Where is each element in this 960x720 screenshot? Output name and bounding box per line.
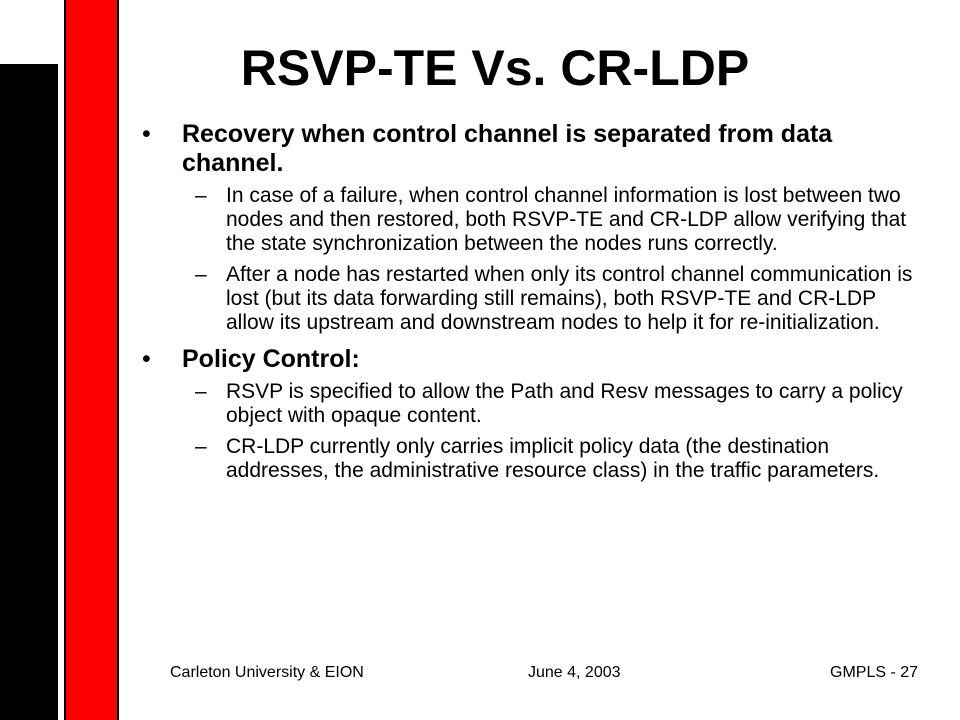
sub-bullet-text: In case of a failure, when control channel information is lost between two nodes and then restored, both RSVP-TE and CR-LDP allow verifying that the state synchronization between the nodes runs correctly. — [226, 184, 907, 255]
dash-icon: – — [195, 435, 207, 458]
dash-icon: – — [195, 263, 207, 286]
bullet-policy-control — [140, 345, 940, 374]
bullet-icon: • — [142, 120, 151, 148]
sub-bullet — [140, 435, 926, 483]
sub-bullet — [140, 263, 926, 335]
sub-bullet — [140, 380, 926, 428]
left-black-bar — [0, 64, 58, 720]
bullet-text: Recovery when control channel is separated from data channel. — [182, 120, 833, 177]
sub-bullet-text: CR-LDP currently only carries implicit policy data (the destination addresses, the administrative resource class) in the traffic parameters. — [226, 435, 880, 482]
sub-bullet-text: After a node has restarted when only its control channel communication is lost (but its data forwarding still remains), both RSVP-TE and CR-LDP allow its upstream and downstream nodes to help it for re-initialization. — [226, 263, 913, 334]
footer-organization: Carleton University & EION — [170, 664, 364, 681]
slide-title: RSVP-TE Vs. CR-LDP — [240, 40, 750, 96]
bullet-recovery — [140, 120, 940, 178]
footer-date: June 4, 2003 — [528, 664, 621, 681]
footer-slide-number: GMPLS - 27 — [830, 664, 919, 681]
sub-bullet — [140, 184, 926, 256]
bullet-text: Policy Control: — [182, 345, 360, 373]
sub-bullet-text: RSVP is specified to allow the Path and Resv messages to carry a policy object with opaque content. — [226, 380, 903, 427]
bullet-icon: • — [142, 345, 151, 373]
dash-icon: – — [195, 380, 207, 403]
dash-icon: – — [195, 184, 207, 207]
left-red-bar — [64, 0, 119, 720]
slide-body — [140, 120, 940, 490]
